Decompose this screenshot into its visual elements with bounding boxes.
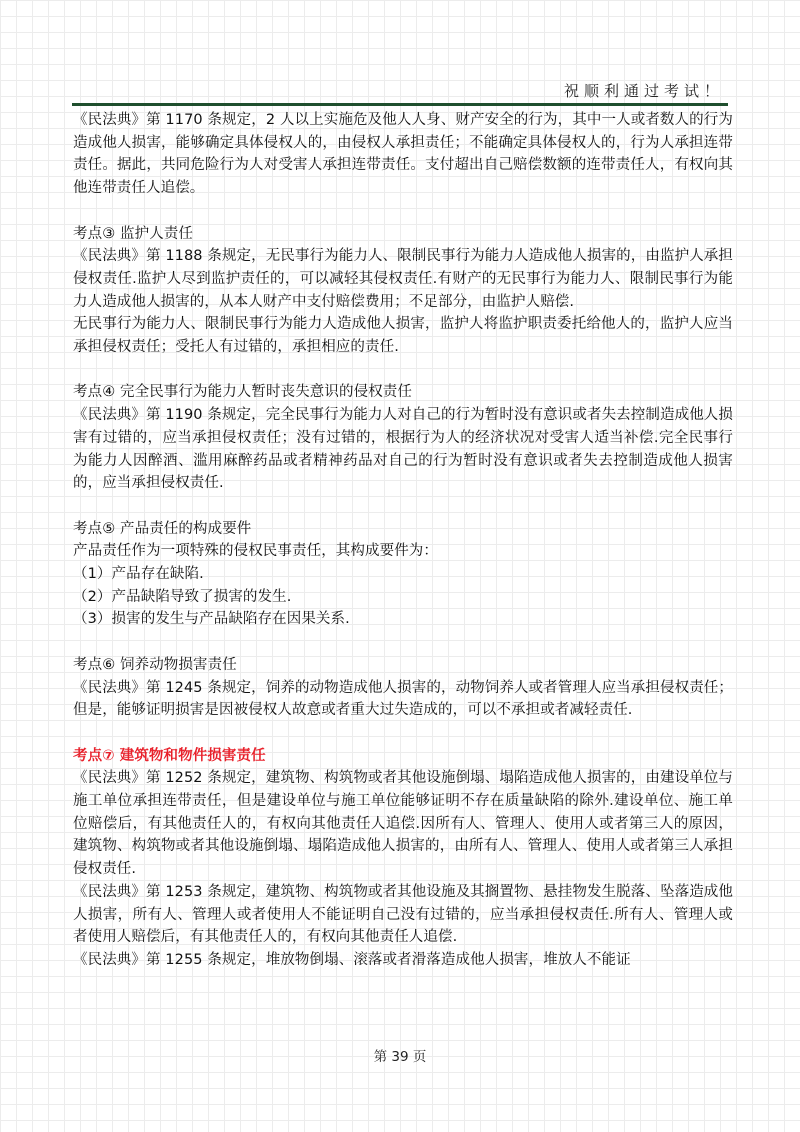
- header-slogan: 祝顺利通过考试！: [563, 82, 724, 100]
- section-heading: 考点⑤ 产品责任的构成要件: [73, 520, 252, 537]
- paragraph: 《民法典》第 1188 条规定，无民事行为能力人、限制民事行为能力人造成他人损害的，由监护人承担侵权责任.监护人尽到监护责任的，可以减轻其侵权责任.有财产的无民事行为能力人、限制民事行为能力人造成他人损害的，从本人财产中支付赔偿费用；不足部分，由监护人赔偿.: [73, 248, 733, 310]
- section-heading: 考点③ 监护人责任: [73, 225, 194, 242]
- paragraph: 《民法典》第 1252 条规定，建筑物、构筑物或者其他设施倒塌、塌陷造成他人损害的，由建设单位与施工单位承担连带责任，但是建设单位与施工单位能够证明不存在质量缺陷的除外.建设单位、施工单位赔偿后，有其他责任人的，有权向其他责任人追偿.因所有人、管理人、使用人或者第三人的原因，建筑物、构筑物或者其他设施倒塌、塌陷造成他人损害的，由所有人、管理人、使用人或者第三人承担侵权责任.: [73, 770, 733, 878]
- paragraph: 《民法典》第 1255 条规定，堆放物倒塌、滚落或者滑落造成他人损害，堆放人不能证: [73, 951, 631, 968]
- section-3: [73, 381, 733, 495]
- paragraph: 《民法典》第 1170 条规定，2 人以上实施危及他人人身、财产安全的行为，其中一人或者数人的行为造成他人损害，能够确定具体侵权人的，由侵权人承担责任；不能确定具体侵权人的，行为人承担连带责任。据此，共同危险行为人对受害人承担连带责任。支付超出自己赔偿数额的连带责任人，有权向其他连带责任人追偿。: [73, 112, 733, 197]
- section-5: [73, 654, 733, 722]
- section-heading: 考点④ 完全民事行为能力人暂时丧失意识的侵权责任: [73, 384, 413, 401]
- paragraph: （3）损害的发生与产品缺陷存在因果关系.: [73, 611, 350, 628]
- paragraph: （1）产品存在缺陷.: [73, 566, 204, 583]
- paragraph: 《民法典》第 1253 条规定，建筑物、构筑物或者其他设施及其搁置物、悬挂物发生脱落、坠落造成他人损害，所有人、管理人或者使用人不能证明自己没有过错的，应当承担侵权责任.所有人、管理人或者使用人赔偿后，有其他责任人的，有权向其他责任人追偿.: [73, 883, 733, 946]
- section-heading: 考点⑦ 建筑物和物件损害责任: [73, 747, 266, 764]
- section-heading: 考点⑥ 饲养动物损害责任: [73, 656, 237, 673]
- paragraph: 《民法典》第 1190 条规定，完全民事行为能力人对自己的行为暂时没有意识或者失去控制造成他人损害有过错的，应当承担侵权责任；没有过错的，根据行为人的经济状况对受害人适当补偿.完全民事行为能力人因醉酒、滥用麻醉药品或者精神药品对自己的行为暂时没有意识或者失去控制造成他人损害的，应当承担侵权责任.: [73, 407, 733, 492]
- document-body: [73, 109, 733, 994]
- paragraph: 无民事行为能力人、限制民事行为能力人造成他人损害，监护人将监护职责委托给他人的，监护人应当承担侵权责任；受托人有过错的，承担相应的责任.: [73, 316, 733, 356]
- paragraph: （2）产品缺陷导致了损害的发生.: [73, 588, 292, 605]
- section-2: [73, 223, 733, 359]
- paragraph: 产品责任作为一项特殊的侵权民事责任，其构成要件为：: [73, 543, 438, 560]
- section-6: [73, 745, 733, 972]
- section-4: [73, 518, 733, 632]
- page-number: 第 39 页: [373, 1049, 427, 1065]
- header-divider: [72, 103, 728, 106]
- paragraph: 《民法典》第 1245 条规定，饲养的动物造成他人损害的，动物饲养人或者管理人应当承担侵权责任；但是，能够证明损害是因被侵权人故意或者重大过失造成的，可以不承担或者减轻责任.: [73, 679, 733, 719]
- section-1: [73, 109, 733, 200]
